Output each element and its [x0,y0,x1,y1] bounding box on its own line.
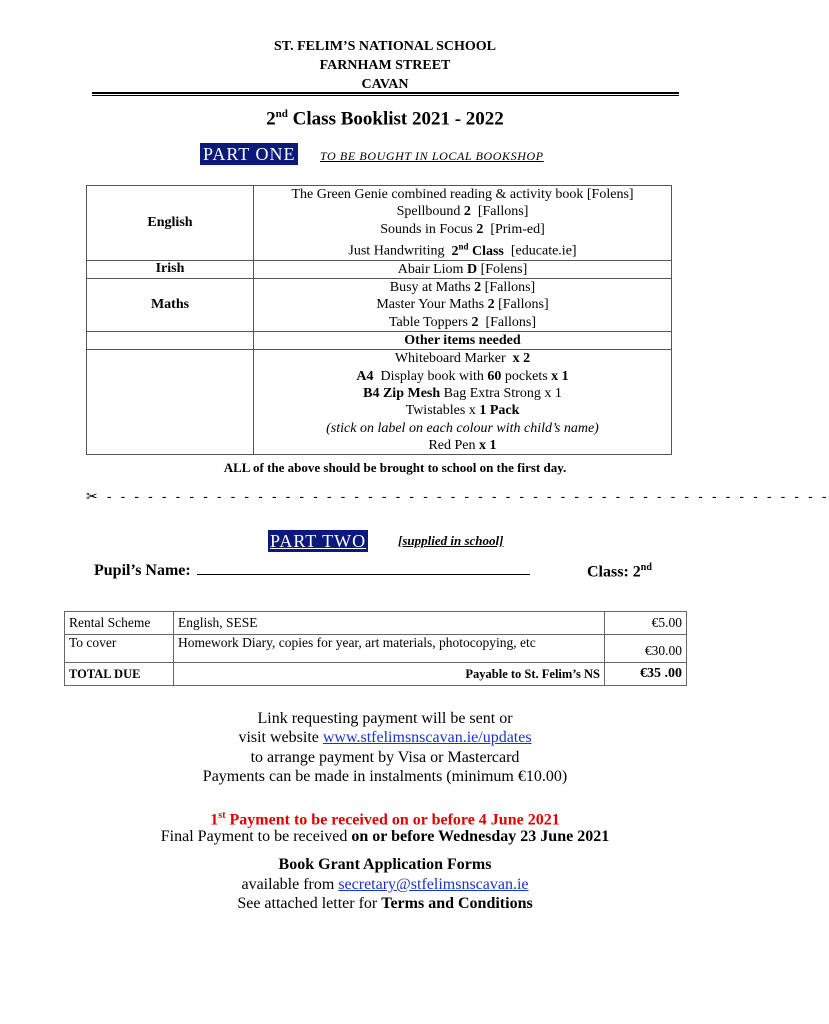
school-town: CAVAN [361,77,409,92]
class-field [587,562,652,581]
terms-bold: Terms and Conditions [381,895,533,912]
cut-dashes: - - - - - - - - - - - - - - - - - - - - - - - - - - - - - - - - - - - - - - - - - - - - - - - - - - - - - [106,488,829,504]
header-divider [92,92,679,96]
other-item: B4 Zip Mesh Bag Extra Strong x 1 [363,385,562,401]
irish-items [254,260,672,278]
total-amount: €35 .00 [605,663,687,686]
empty-cell [87,350,254,455]
email-link[interactable]: secretary@stfelimsnscavan.ie [338,876,529,893]
other-items [254,350,672,455]
final-date: on or before Wednesday 23 June 2021 [351,828,610,845]
other-item: Red Pen x 1 [428,437,497,453]
grant-avail-prefix: available from [241,876,339,893]
other-item: Twistables x 1 Pack [405,403,520,419]
maths-row [87,279,672,332]
grant-available [0,875,770,895]
fee-amount: €5.00 [605,612,687,635]
class-label-suffix: nd [640,562,652,573]
payment-line-1: Link requesting payment will be sent or [257,710,513,727]
subject-irish: Irish [87,260,254,278]
part-one-note: TO BE BOUGHT IN LOCAL BOOKSHOP [320,149,544,163]
cut-line [86,488,829,505]
first-num: 1 [210,811,219,829]
part-two-note: [supplied in school] [398,533,504,548]
first-suffix: st [218,810,226,821]
irish-row [87,260,672,278]
english-row [87,186,672,261]
payment-line-4: Payments can be made in instalments (minimum €10.00) [202,768,568,785]
first-rest: Payment to be received on or before 4 June 2021 [225,811,560,829]
title-rest: Class Booklist 2021 - 2022 [292,108,504,130]
other-item: Whiteboard Marker x 2 [394,351,531,367]
english-item: Just Handwriting 2nd Class [educate.ie] [348,240,577,259]
final-prefix: Final Payment to be received [160,828,352,845]
grant-heading: Book Grant Application Forms [278,856,492,873]
other-items-row [87,350,672,455]
pupil-name-blank[interactable] [197,562,530,575]
part-two-label: PART TWO [270,531,367,551]
pupil-name-label: Pupil’s Name: [94,562,191,579]
class-suffix: nd [275,108,288,120]
part-one-label: PART ONE [200,143,298,165]
final-payment-deadline [0,827,770,847]
maths-item: Table Toppers 2 [Fallons] [388,314,537,330]
english-item: The Green Genie combined reading & activity book [Folens] [291,187,634,202]
maths-items [254,279,672,332]
subject-english: English [87,186,254,261]
class-number: 2 [266,108,276,130]
school-street: FARNHAM STREET [319,58,451,73]
english-items [254,186,672,261]
subject-maths: Maths [87,279,254,332]
fee-label: Rental Scheme [65,612,174,635]
website-prefix: visit website [238,729,323,746]
maths-item: Busy at Maths 2 [Fallons] [389,280,536,296]
school-name: ST. FELIM’S NATIONAL SCHOOL [274,39,496,54]
fee-label: To cover [65,635,174,663]
irish-item: Abair Liom D [Folens] [397,261,528,277]
fee-row [65,635,687,663]
english-item: Sounds in Focus 2 [Prim-ed] [380,221,545,237]
payment-line-2 [0,728,770,748]
other-heading-row [87,332,672,350]
other-items-heading: Other items needed [254,332,672,350]
other-item-note: (stick on label on each colour with child’s name) [326,420,599,436]
english-item: Spellbound 2 [Fallons] [396,204,529,220]
fee-desc: English, SESE [174,612,605,635]
booklist-table [86,185,672,455]
website-link[interactable]: www.stfelimsnscavan.ie/updates [322,729,532,746]
empty-cell [87,332,254,350]
other-item: A4 Display book with 60 pockets x 1 [356,368,569,384]
grant-terms [0,894,770,914]
fee-desc: Homework Diary, copies for year, art materials, photocopying, etc [174,635,605,663]
fee-amount: €30.00 [605,635,687,663]
maths-item: Master Your Maths 2 [Fallons] [376,297,549,313]
fee-row [65,612,687,635]
payment-line-3: to arrange payment by Visa or Mastercard [250,749,520,766]
fees-table [64,611,687,686]
total-row [65,663,687,686]
payable-to: Payable to St. Felim’s NS [174,663,605,686]
booklist-title [0,108,770,130]
terms-prefix: See attached letter for [237,895,382,912]
bring-to-school-note: ALL of the above should be brought to school on the first day. [223,460,567,475]
pupil-name-field[interactable] [94,562,530,580]
class-label: Class: 2 [587,563,641,581]
total-label: TOTAL DUE [65,663,174,686]
scissors-icon: ✂ [86,488,101,504]
